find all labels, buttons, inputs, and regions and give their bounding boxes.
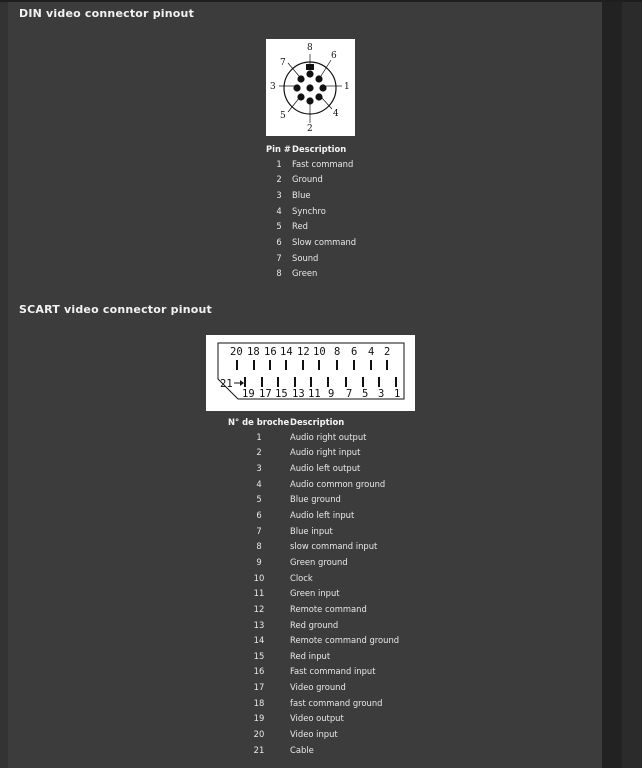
pin-number: 2 bbox=[276, 174, 282, 185]
pin-description: Synchro bbox=[292, 205, 326, 216]
pin-description: Remote command ground bbox=[290, 635, 400, 646]
pin-description: Video output bbox=[290, 713, 344, 724]
pin-number: 3 bbox=[256, 463, 262, 474]
table-row bbox=[266, 219, 356, 235]
table-row bbox=[228, 617, 399, 633]
din-col-pin: Pin # bbox=[266, 143, 291, 154]
table-row bbox=[228, 445, 399, 461]
svg-text:1: 1 bbox=[344, 82, 350, 92]
scart-side-arrowhead bbox=[240, 380, 244, 386]
pin-number: 20 bbox=[253, 728, 265, 739]
table-row bbox=[228, 679, 399, 695]
svg-text:12: 12 bbox=[297, 346, 310, 358]
svg-text:3: 3 bbox=[378, 388, 385, 400]
pin-description: fast command ground bbox=[290, 697, 383, 708]
svg-text:3: 3 bbox=[270, 82, 276, 92]
svg-text:6: 6 bbox=[331, 51, 337, 61]
table-row bbox=[228, 507, 399, 523]
table-row bbox=[266, 187, 356, 203]
svg-text:13: 13 bbox=[292, 388, 305, 400]
pin-number: 8 bbox=[276, 268, 282, 279]
table-row bbox=[266, 265, 356, 281]
scart-top-labels bbox=[230, 346, 390, 358]
table-row bbox=[228, 742, 399, 758]
table-row bbox=[228, 429, 399, 445]
pin-description: Blue input bbox=[290, 525, 333, 536]
pin-description: Green bbox=[292, 268, 318, 279]
din-pin-table bbox=[266, 141, 356, 281]
scart-col-desc: Description bbox=[290, 416, 345, 427]
svg-text:5: 5 bbox=[280, 111, 286, 121]
svg-text:7: 7 bbox=[280, 58, 286, 68]
table-row bbox=[228, 585, 399, 601]
table-row bbox=[228, 632, 399, 648]
pin-number: 7 bbox=[256, 525, 262, 536]
scart-side-label: 21 bbox=[220, 378, 233, 390]
table-row bbox=[266, 156, 356, 172]
pin-number: 2 bbox=[256, 447, 262, 458]
pin-description: Blue bbox=[292, 190, 311, 201]
pin-description: Remote command bbox=[290, 603, 367, 614]
pin-description: Blue ground bbox=[290, 494, 341, 505]
svg-text:8: 8 bbox=[307, 43, 313, 53]
svg-text:2: 2 bbox=[384, 346, 391, 358]
din-col-desc: Description bbox=[292, 143, 347, 154]
svg-text:6: 6 bbox=[351, 346, 358, 358]
scart-table-header bbox=[228, 414, 399, 429]
table-row bbox=[228, 695, 399, 711]
table-row bbox=[266, 234, 356, 250]
pin-description: Audio left output bbox=[290, 463, 361, 474]
scart-section-title: SCART video connector pinout bbox=[19, 303, 212, 316]
pin-number: 8 bbox=[256, 541, 262, 552]
table-row bbox=[266, 250, 356, 266]
pin-description: Video ground bbox=[290, 682, 346, 693]
pin-description: Red input bbox=[290, 650, 331, 661]
scart-connector-svg bbox=[206, 335, 415, 411]
pin-description: slow command input bbox=[290, 541, 378, 552]
svg-text:4: 4 bbox=[333, 109, 339, 119]
scart-top-pins bbox=[237, 360, 387, 370]
pin-number: 5 bbox=[256, 494, 262, 505]
din-connector-diagram bbox=[266, 39, 355, 136]
top-edge bbox=[0, 0, 642, 2]
svg-text:1: 1 bbox=[394, 388, 401, 400]
pin-description: Green ground bbox=[290, 556, 348, 567]
pin-description: Cable bbox=[290, 744, 314, 755]
table-row bbox=[228, 492, 399, 508]
pin-number: 11 bbox=[253, 588, 265, 599]
table-row bbox=[266, 203, 356, 219]
pin-description: Clock bbox=[290, 572, 313, 583]
pin-description: Audio common ground bbox=[290, 478, 386, 489]
pin-number: 10 bbox=[253, 572, 265, 583]
pin-number: 21 bbox=[253, 744, 265, 755]
pin-description: Ground bbox=[292, 174, 323, 185]
pin-number: 4 bbox=[276, 205, 282, 216]
table-row bbox=[228, 664, 399, 680]
pin-number: 13 bbox=[253, 619, 265, 630]
svg-text:14: 14 bbox=[280, 346, 293, 358]
table-row bbox=[228, 570, 399, 586]
table-row bbox=[228, 523, 399, 539]
svg-text:16: 16 bbox=[264, 346, 277, 358]
pin-description: Red ground bbox=[290, 619, 339, 630]
pin-number: 19 bbox=[253, 713, 265, 724]
svg-text:15: 15 bbox=[275, 388, 288, 400]
pin-description: Fast command input bbox=[290, 666, 376, 677]
scart-bottom-pins bbox=[245, 377, 396, 387]
pin-number: 12 bbox=[253, 603, 265, 614]
table-row bbox=[228, 476, 399, 492]
pin-number: 3 bbox=[276, 190, 282, 201]
din-table-header bbox=[266, 141, 356, 156]
svg-text:5: 5 bbox=[362, 388, 369, 400]
svg-text:10: 10 bbox=[313, 346, 326, 358]
pin-description: Slow command bbox=[292, 237, 357, 248]
table-row bbox=[228, 554, 399, 570]
table-row bbox=[228, 711, 399, 727]
din-section-title: DIN video connector pinout bbox=[19, 7, 195, 20]
pin-number: 18 bbox=[253, 697, 265, 708]
pin-number: 6 bbox=[276, 237, 282, 248]
pin-description: Green input bbox=[290, 588, 340, 599]
table-row bbox=[228, 726, 399, 742]
din-connector-svg bbox=[266, 39, 355, 136]
svg-text:11: 11 bbox=[308, 388, 321, 400]
table-row bbox=[228, 538, 399, 554]
pin-description: Video input bbox=[290, 728, 338, 739]
pin-description: Audio left input bbox=[290, 510, 355, 521]
svg-text:4: 4 bbox=[368, 346, 375, 358]
scart-bottom-labels bbox=[242, 388, 400, 400]
pin-number: 17 bbox=[253, 682, 265, 693]
svg-text:2: 2 bbox=[307, 124, 313, 134]
svg-text:19: 19 bbox=[242, 388, 255, 400]
pin-description: Fast command bbox=[292, 158, 354, 169]
svg-text:17: 17 bbox=[259, 388, 272, 400]
scart-connector-diagram bbox=[206, 335, 415, 411]
pin-number: 9 bbox=[256, 556, 262, 567]
pin-number: 5 bbox=[276, 221, 282, 232]
pin-number: 1 bbox=[256, 431, 262, 442]
pin-description: Sound bbox=[292, 252, 319, 263]
svg-text:8: 8 bbox=[334, 346, 341, 358]
pin-number: 4 bbox=[256, 478, 262, 489]
scart-pin-table bbox=[228, 414, 399, 757]
svg-text:18: 18 bbox=[247, 346, 260, 358]
pin-number: 1 bbox=[276, 158, 282, 169]
pin-description: Audio right output bbox=[290, 431, 367, 442]
table-row bbox=[228, 648, 399, 664]
table-row bbox=[266, 172, 356, 188]
pin-description: Red bbox=[292, 221, 308, 232]
scart-col-pin: N° de broche bbox=[228, 416, 290, 427]
pin-number: 16 bbox=[253, 666, 265, 677]
table-row bbox=[228, 601, 399, 617]
svg-text:20: 20 bbox=[230, 346, 243, 358]
svg-text:9: 9 bbox=[328, 388, 335, 400]
table-row bbox=[228, 460, 399, 476]
pin-number: 14 bbox=[253, 635, 265, 646]
pin-number: 7 bbox=[276, 252, 282, 263]
pin-number: 15 bbox=[253, 650, 265, 661]
pin-description: Audio right input bbox=[290, 447, 361, 458]
pin-number: 6 bbox=[256, 510, 262, 521]
svg-text:7: 7 bbox=[346, 388, 353, 400]
